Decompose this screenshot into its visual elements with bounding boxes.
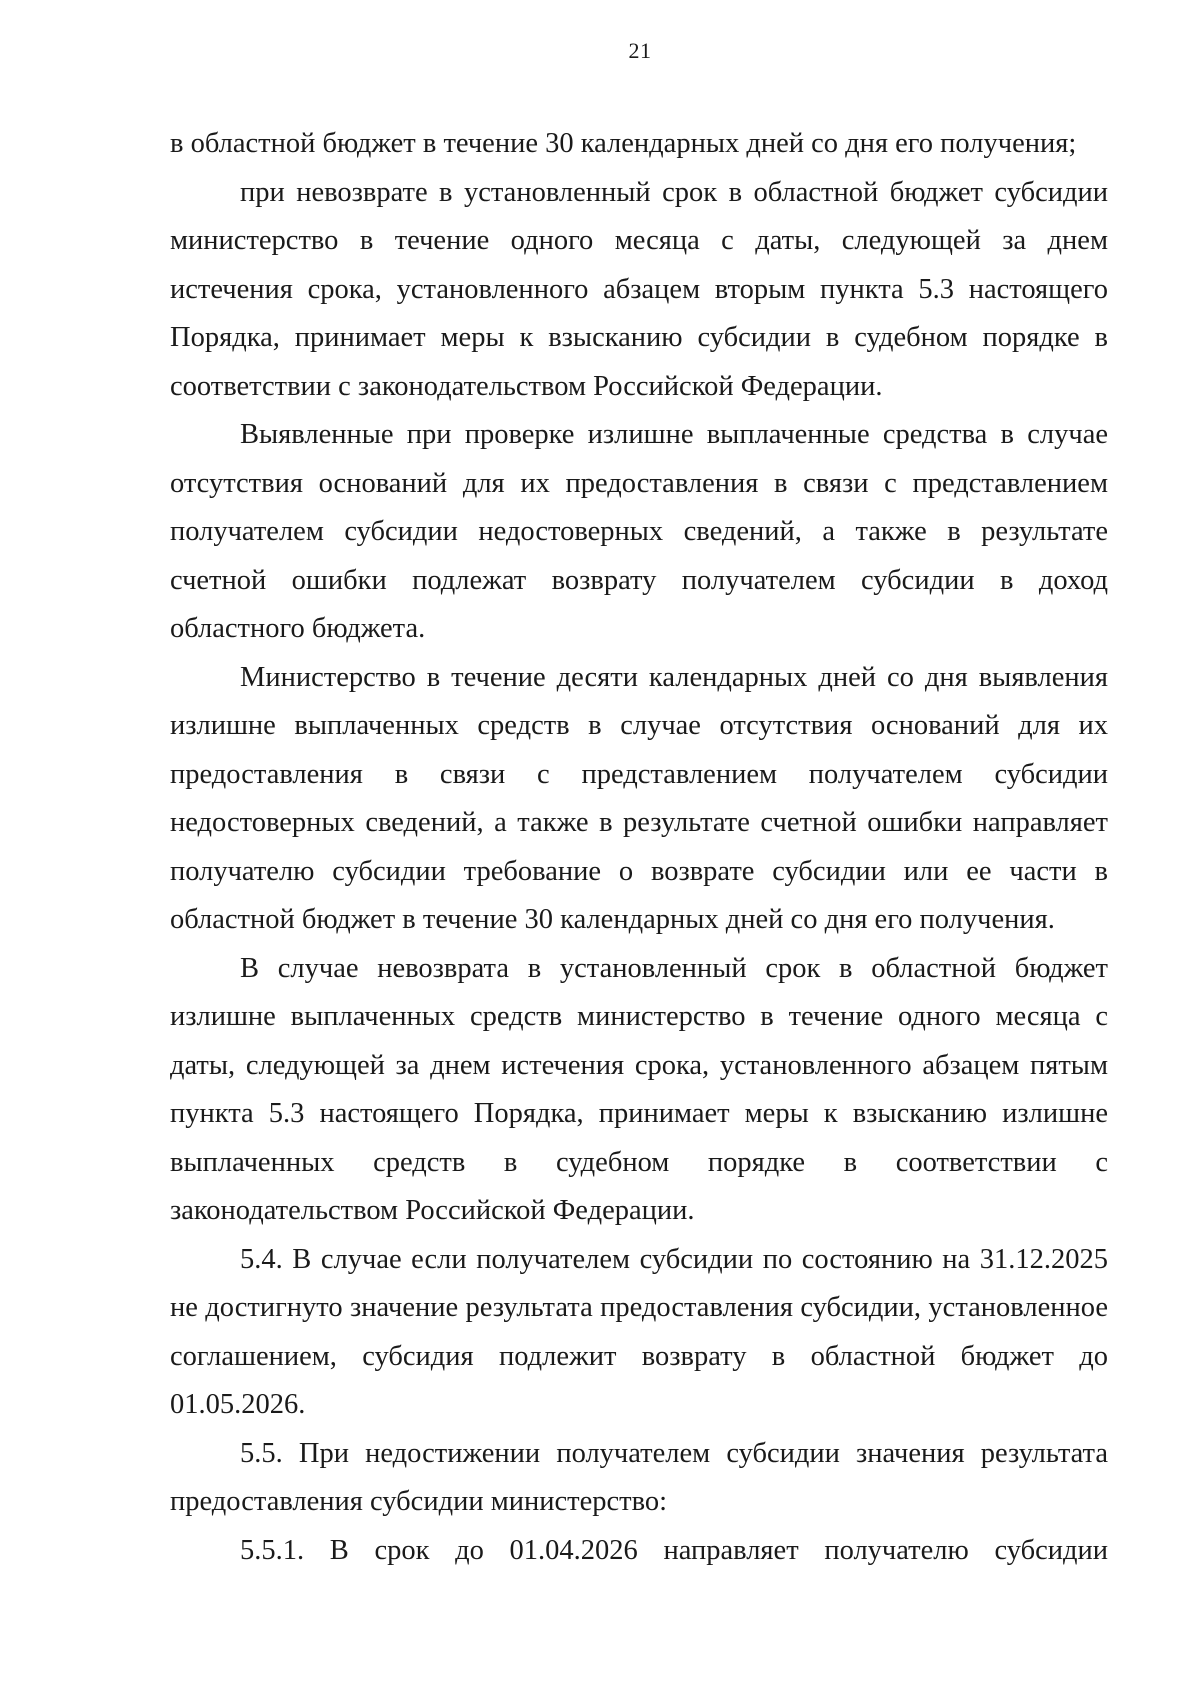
paragraph-continuation: в областной бюджет в течение 30 календарных дней со дня его получения; bbox=[170, 128, 1077, 159]
paragraph-5-5-1: 5.5.1. В срок до 01.04.2026 направляет получателю субсидии bbox=[240, 1534, 1108, 1566]
paragraph-non-return-measures: при невозврате в установленный срок в областной бюджет субсидии министерство в течение одного месяца с даты, следующей за днем истечения срока, установленного абзацем вторым пункта 5.3 настоящего Порядка, принимает меры к взысканию субсидии в судебном порядке в соответствии с законодательством Российской Федерации. bbox=[170, 176, 1108, 402]
paragraph-overpaid-funds: Выявленные при проверке излишне выплаченные средства в случае отсутствия оснований для их предоставления в связи с представлением получателем субсидии недостоверных сведений, а также в результате счетной ошибки подлежат возврату получателем субсидии в доход областного бюджета. bbox=[170, 419, 1108, 644]
paragraph-ministry-demand: Министерство в течение десяти календарных дней со дня выявления излишне выплаченных средств в случае отсутствия оснований для их предоставления в связи с представлением получателем субсидии недостоверных сведений, а также в результате счетной ошибки направляет получателю субсидии требование о возврате субсидии или ее части в областной бюджет в течение 30 календарных дней со дня его получения. bbox=[170, 661, 1108, 935]
paragraph-5-5: 5.5. При недостижении получателем субсидии значения результата предоставления субсидии министерство: bbox=[170, 1437, 1108, 1517]
document-body bbox=[170, 120, 1108, 1575]
paragraph-recovery-overpaid: В случае невозврата в установленный срок в областной бюджет излишне выплаченных средств министерство в течение одного месяца с даты, следующей за днем истечения срока, установленного абзацем пятым пункта 5.3 настоящего Порядка, принимает меры к взысканию излишне выплаченных средств в судебном порядке в соответствии с законодательством Российской Федерации. bbox=[170, 952, 1108, 1226]
paragraph-5-4: 5.4. В случае если получателем субсидии по состоянию на 31.12.2025 не достигнуто значение результата предоставления субсидии, установленное соглашением, субсидия подлежит возврату в областной бюджет до 01.05.2026. bbox=[170, 1243, 1108, 1420]
page-number: 21 bbox=[628, 38, 652, 63]
